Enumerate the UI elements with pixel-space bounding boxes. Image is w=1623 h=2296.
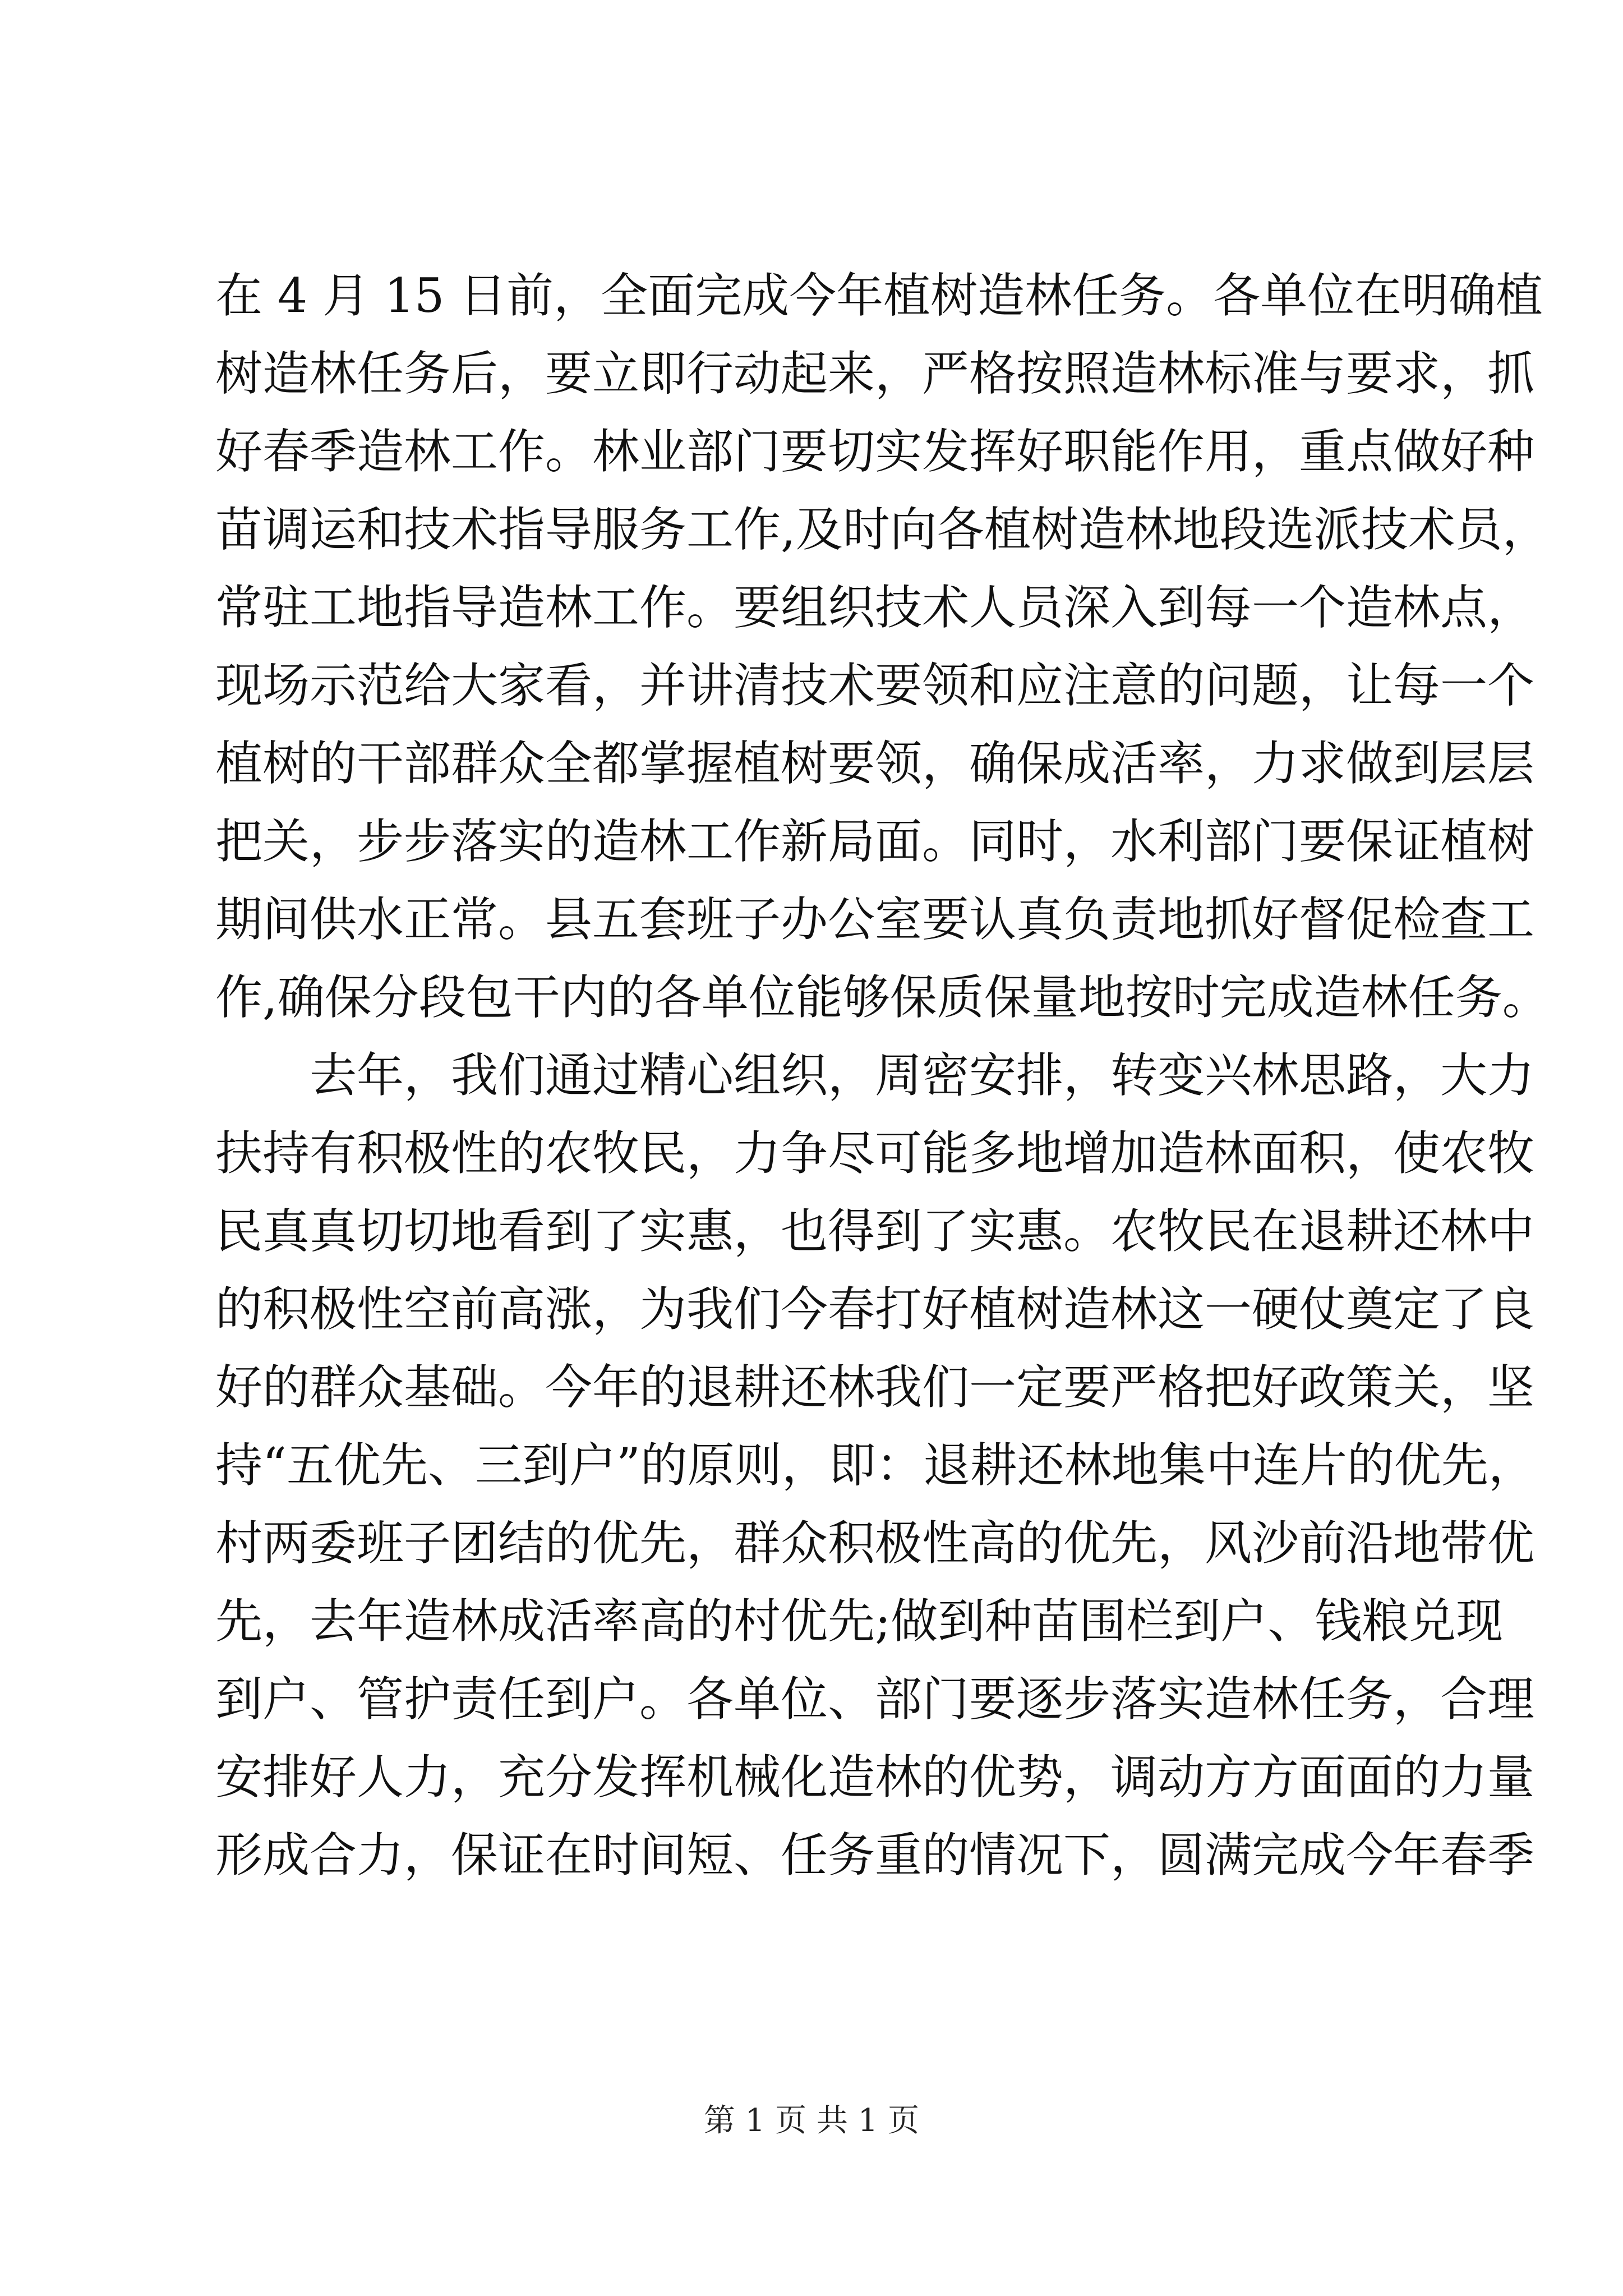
paragraph-first-line: 去年，我们通过精心组织，周密安排，转变兴林思路，大力	[310, 1048, 1535, 1103]
text-line: 村两委班子团结的优先，群众积极性高的优先，风沙前沿地带优	[215, 1516, 1535, 1571]
text-line: 扶持有积极性的农牧民，力争尽可能多地增加造林面积，使农牧	[215, 1126, 1535, 1181]
text-line: 作,确保分段包干内的各单位能够保质保量地按时完成造林任务。	[215, 970, 1550, 1025]
text-line: 现场示范给大家看，并讲清技术要领和应注意的问题，让每一个	[215, 658, 1535, 713]
text-line: 在 4 月 15 日前，全面完成今年植树造林任务。各单位在明确植	[215, 268, 1543, 323]
text-line: 持“五优先、三到户”的原则，即：退耕还林地集中连片的优先，	[215, 1438, 1536, 1493]
text-line: 先，去年造林成活率高的村优先;做到种苗围栏到户、钱粮兑现	[215, 1594, 1504, 1649]
text-line: 到户、管护责任到户。各单位、部门要逐步落实造林任务，合理	[215, 1672, 1535, 1727]
text-line: 安排好人力，充分发挥机械化造林的优势，调动方方面面的力量	[215, 1750, 1535, 1805]
text-line: 形成合力，保证在时间短、任务重的情况下，圆满完成今年春季	[215, 1828, 1535, 1883]
text-line: 树造林任务后，要立即行动起来，严格按照造林标准与要求，抓	[215, 346, 1535, 401]
text-line: 期间供水正常。县五套班子办公室要认真负责地抓好督促检查工	[215, 892, 1535, 947]
text-line: 植树的干部群众全都掌握植树要领，确保成活率，力求做到层层	[215, 736, 1535, 791]
text-line: 把关，步步落实的造林工作新局面。同时，水利部门要保证植树	[215, 814, 1535, 869]
text-line: 民真真切切地看到了实惠，也得到了实惠。农牧民在退耕还林中	[215, 1204, 1535, 1259]
page-footer: 第 1 页 共 1 页	[703, 2102, 920, 2139]
text-line: 常驻工地指导造林工作。要组织技术人员深入到每一个造林点，	[215, 580, 1535, 635]
text-line: 苗调运和技术指导服务工作,及时向各植树造林地段选派技术员，	[215, 502, 1550, 557]
text-line: 的积极性空前高涨，为我们今春打好植树造林这一硬仗奠定了良	[215, 1282, 1535, 1337]
text-line: 好的群众基础。今年的退耕还林我们一定要严格把好政策关，坚	[215, 1360, 1535, 1415]
document-body	[215, 257, 1550, 1894]
text-line: 好春季造林工作。林业部门要切实发挥好职能作用，重点做好种	[215, 424, 1535, 479]
